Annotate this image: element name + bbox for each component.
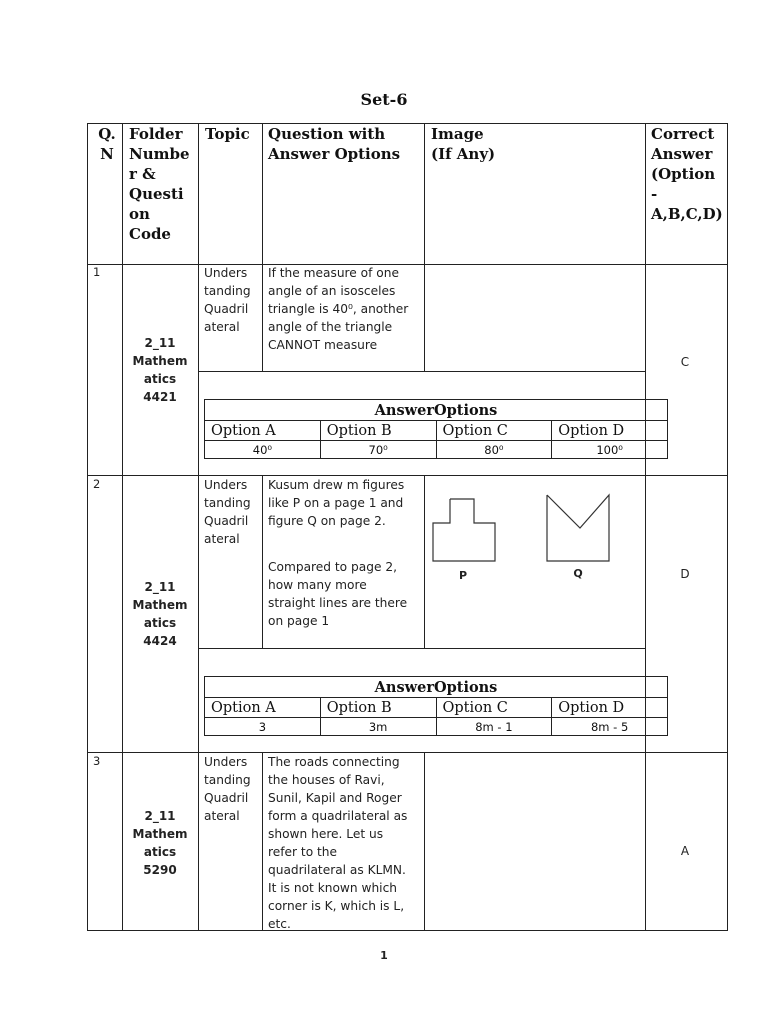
option-d-value: 100⁰ (552, 441, 668, 459)
option-d-value: 8m - 5 (552, 718, 668, 736)
option-b-label: Option B (320, 698, 436, 718)
header-topic: Topic (205, 125, 250, 143)
option-a-label: Option A (205, 698, 321, 718)
option-a-label: Option A (205, 421, 321, 441)
option-d-label: Option D (552, 698, 668, 718)
page-number: 1 (380, 949, 388, 962)
question-text: The roads connecting the houses of Ravi, Sunil, Kapil and Roger form a quadrilateral as shown here. Let us refer to the quadrilateral as KLMN. It is not known which corner is K, which is L, etc. (268, 755, 408, 931)
header-question: Question with Answer Options (268, 125, 401, 163)
question-code: 2_11 Mathem atics 4421 (132, 336, 188, 404)
option-c-label: Option C (436, 421, 552, 441)
question-number: 1 (93, 265, 101, 279)
question-code: 2_11 Mathem atics 5290 (132, 809, 188, 877)
header-folder: Folder Numbe r & Questi on Code (129, 125, 190, 243)
question-text: If the measure of one angle of an isosceles triangle is 40⁰, another angle of the triangle CANNOT measure (268, 266, 409, 352)
topic-text: Unders tanding Quadril ateral (204, 755, 251, 823)
option-b-value: 3m (320, 718, 436, 736)
page-title: Set-6 (360, 90, 408, 109)
option-c-label: Option C (436, 698, 552, 718)
correct-answer: D (680, 567, 690, 581)
header-qn: Q. N (98, 125, 116, 163)
header-image: Image (If Any) (431, 125, 496, 163)
header-correct-answer: Correct Answer (Option - A,B,C,D) (651, 125, 723, 223)
topic-text: Unders tanding Quadril ateral (204, 478, 251, 546)
figure-p (433, 499, 495, 561)
topic-text: Unders tanding Quadril ateral (204, 266, 251, 334)
correct-answer: C (680, 355, 690, 369)
question-code: 2_11 Mathem atics 4424 (132, 580, 188, 648)
option-b-label: Option B (320, 421, 436, 441)
figure-q (547, 495, 609, 561)
option-c-value: 80⁰ (436, 441, 552, 459)
question-number: 3 (93, 754, 101, 768)
question-text: Kusum drew m figures like P on a page 1 and figure Q on page 2. Compared to page 2, how many more straight lines are there on page 1 (268, 478, 408, 628)
answer-options-title: AnswerOptions (205, 400, 668, 421)
answer-options-title: AnswerOptions (205, 677, 668, 698)
option-d-label: Option D (552, 421, 668, 441)
answer-options-table (204, 676, 668, 736)
option-c-value: 8m - 1 (436, 718, 552, 736)
figures-p-q (426, 486, 644, 586)
correct-answer: A (680, 844, 690, 858)
option-a-value: 3 (205, 718, 321, 736)
option-a-value: 40⁰ (205, 441, 321, 459)
figure-q-label: Q (573, 567, 583, 580)
answer-options-table (204, 399, 668, 459)
question-number: 2 (93, 477, 101, 491)
figure-p-label: P (458, 569, 468, 582)
option-b-value: 70⁰ (320, 441, 436, 459)
